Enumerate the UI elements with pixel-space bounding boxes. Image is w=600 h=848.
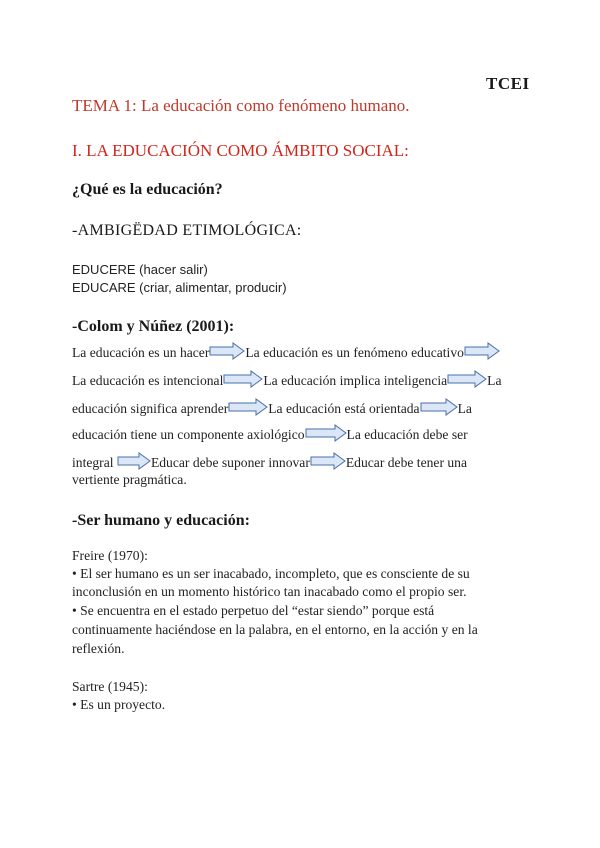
colom-line — [72, 342, 500, 361]
colom-phrase: La — [487, 373, 502, 388]
right-arrow-icon — [447, 370, 487, 388]
bullet-line: inconclusión en un momento histórico tan inacabado como el propio ser. — [72, 584, 467, 599]
right-arrow-icon — [209, 342, 245, 360]
ambiguity-heading: -AMBIGËDAD ETIMOLÓGICA: — [72, 222, 302, 239]
section-title: I. LA EDUCACIÓN COMO ÁMBITO SOCIAL: — [72, 141, 409, 160]
page-title: TEMA 1: La educación como fenómeno humano. — [72, 96, 410, 115]
colom-phrase: vertiente pragmática. — [72, 472, 187, 487]
colom-phrase: Educar debe suponer innovar — [150, 455, 310, 470]
colom-line — [72, 370, 502, 389]
right-arrow-icon — [464, 342, 500, 360]
bullet-line: continuamente haciéndose en la palabra, en el entorno, en la acción y en la — [72, 622, 478, 637]
author-label: Freire (1970): — [72, 548, 148, 563]
colom-phrase: La — [457, 401, 472, 416]
bullet-line: • Es un proyecto. — [72, 697, 166, 712]
right-arrow-icon — [310, 452, 346, 470]
colom-line — [72, 472, 187, 488]
colom-phrase: La educación es intencional — [72, 373, 224, 388]
etymology-item: EDUCARE (criar, alimentar, producir) — [72, 280, 287, 295]
bullet-line: • El ser humano es un ser inacabado, incompleto, que es consciente de su — [72, 566, 470, 581]
colom-phrase: educación significa aprender — [72, 401, 229, 416]
colom-phrase: integral — [72, 455, 114, 470]
colom-heading: -Colom y Núñez (2001): — [72, 318, 235, 335]
colom-phrase: educación tiene un componente axiológico — [72, 427, 305, 442]
colom-line — [72, 452, 467, 471]
right-arrow-icon — [223, 370, 263, 388]
colom-phrase: La educación debe ser — [346, 427, 468, 442]
course-code: TCEI — [486, 74, 530, 93]
right-arrow-icon — [305, 424, 347, 442]
right-arrow-icon — [420, 398, 458, 416]
bullet-line: • Se encuentra en el estado perpetuo del “estar siendo” porque está — [72, 603, 435, 618]
right-arrow-icon — [228, 398, 268, 416]
colom-phrase: La educación es un fenómeno educativo — [245, 345, 464, 360]
colom-phrase: La educación está orientada — [268, 401, 420, 416]
colom-phrase: Educar debe tener una — [345, 455, 468, 470]
colom-line — [72, 398, 472, 417]
author-label: Sartre (1945): — [72, 679, 148, 694]
colom-phrase: La educación implica inteligencia — [263, 373, 448, 388]
colom-line — [72, 424, 468, 443]
etymology-item: EDUCERE (hacer salir) — [72, 262, 208, 277]
bullet-line: reflexión. — [72, 641, 125, 656]
ser-humano-heading: -Ser humano y educación: — [72, 512, 250, 529]
colom-phrase: La educación es un hacer — [72, 345, 210, 360]
right-arrow-icon — [117, 452, 151, 470]
question-heading: ¿Qué es la educación? — [72, 181, 223, 198]
